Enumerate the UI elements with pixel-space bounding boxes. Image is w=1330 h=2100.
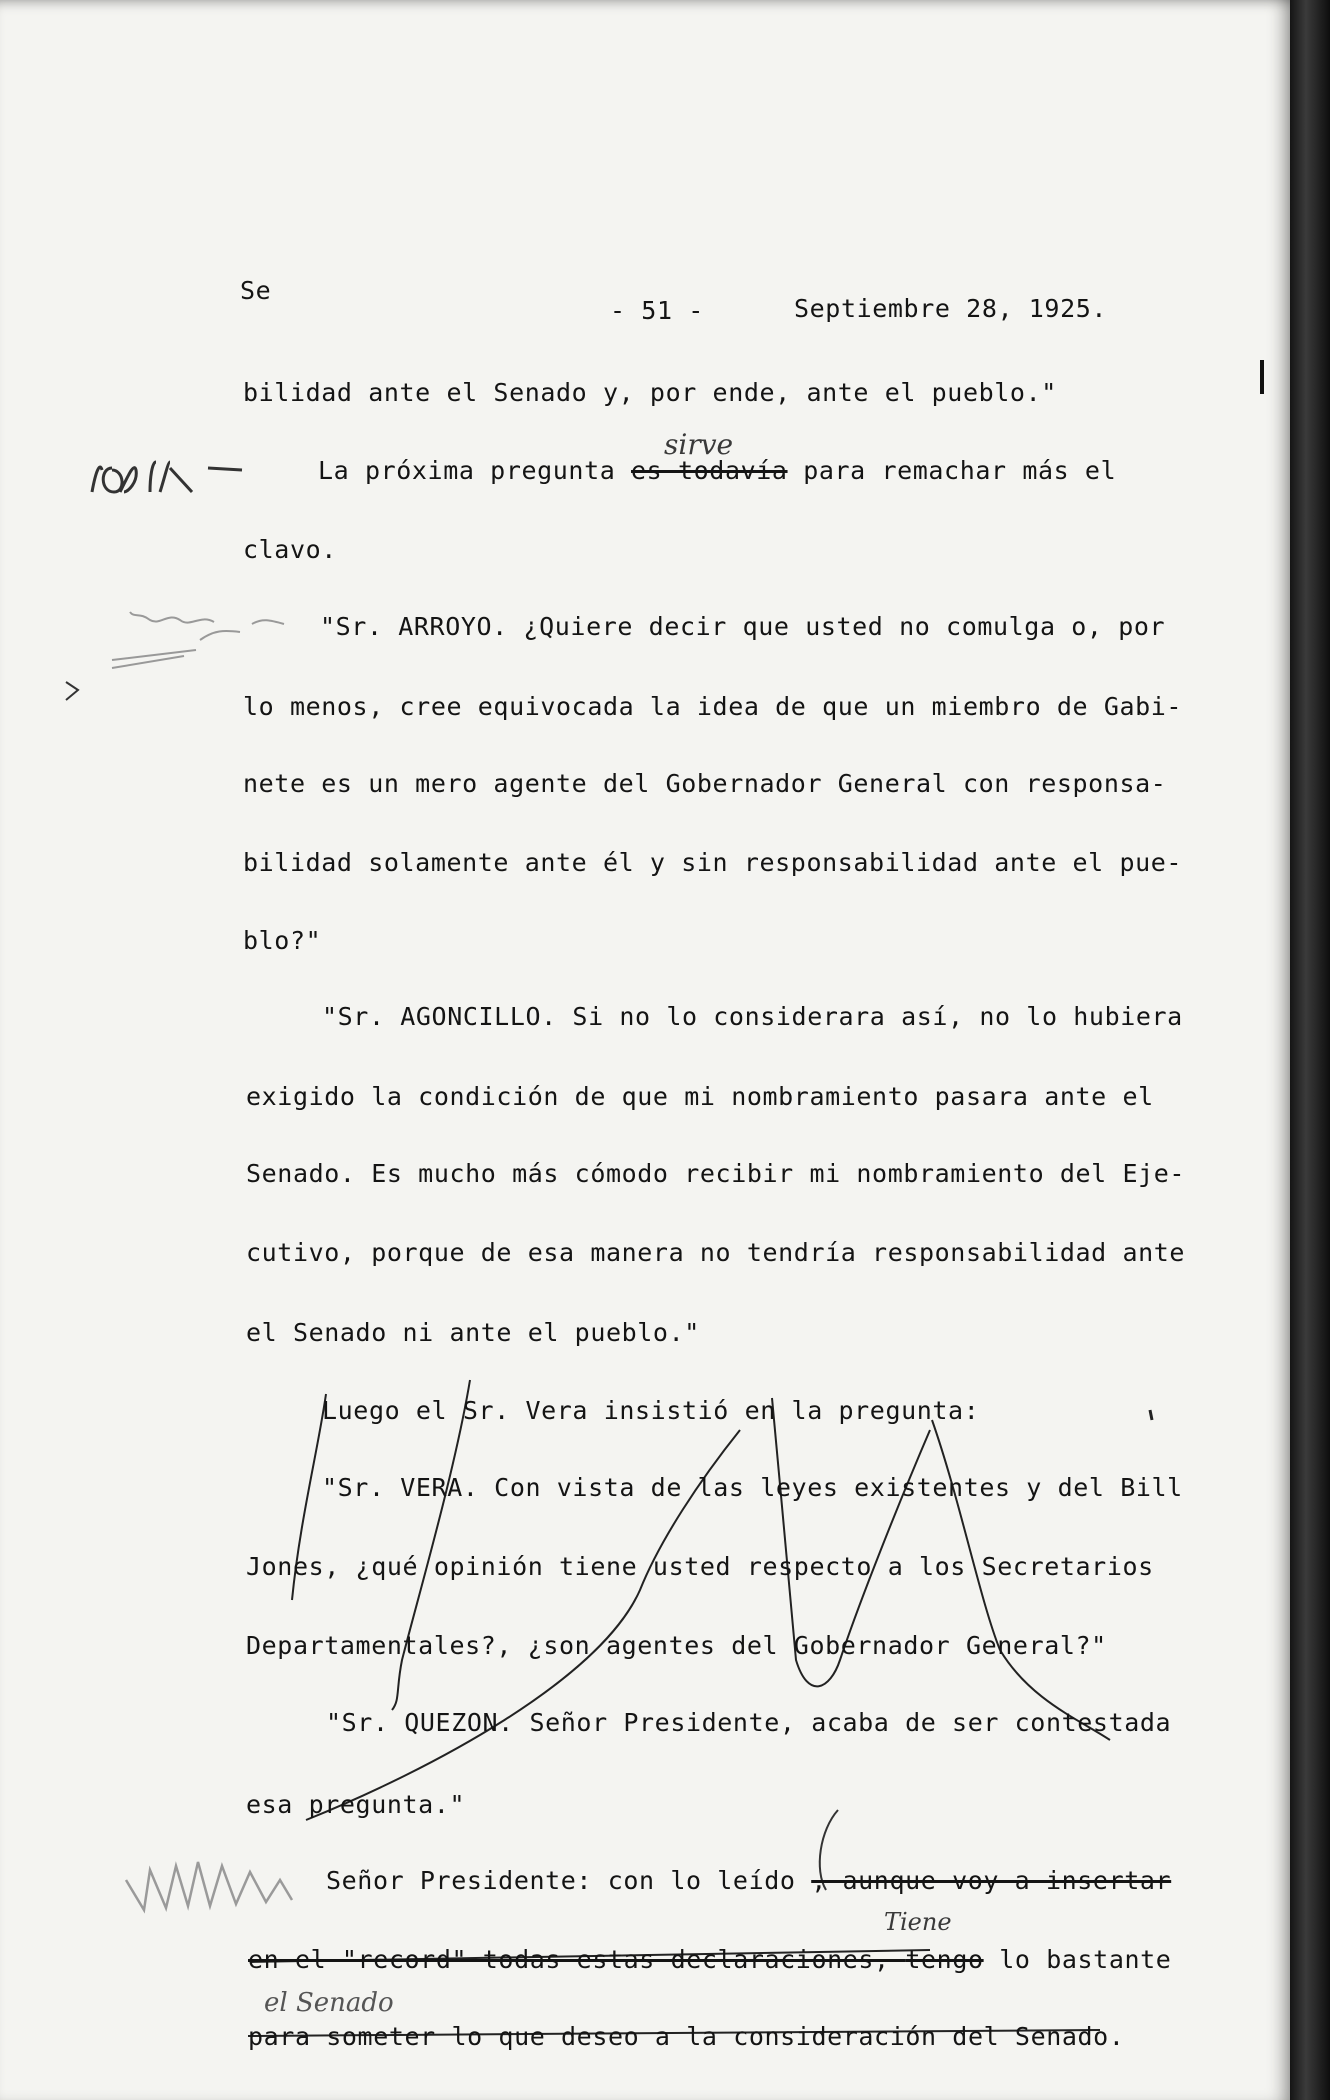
text-line: "Sr. QUEZON. Señor Presidente, acaba de ser contestada [326,1708,1172,1737]
text-segment: lo bastante [983,1945,1172,1974]
text-line: Senado. Es mucho más cómodo recibir mi nombramiento del Eje- [246,1159,1186,1188]
text-line: bilidad ante el Senado y, por ende, ante el pueblo." [243,378,1057,407]
text-segment: para remachar más el [787,456,1117,485]
text-line: esa pregunta." [246,1790,466,1819]
margin-scribble-3 [126,1862,292,1910]
text-line: "Sr. ARROYO. ¿Quiere decir que usted no comulga o, por [320,612,1166,641]
text-line: clavo. [243,535,337,564]
text-line: lo menos, cree equivocada la idea de que un miembro de Gabi- [243,692,1183,721]
margin-arrow [66,682,78,700]
text-segment: Señor Presidente: con lo leído [326,1866,812,1895]
handwritten-insertion-el-senado: el Senado [264,1988,394,2018]
text-line: "Sr. VERA. Con vista de las leyes existentes y del Bill [322,1473,1183,1502]
struck-text: , aunque voy a insertar [811,1866,1172,1895]
text-line: "Sr. AGONCILLO. Si no lo considerara así, no lo hubiera [322,1002,1183,1031]
margin-scribble-1 [92,462,242,492]
text-line: Jones, ¿qué opinión tiene usted respecto a los Secretarios [246,1552,1154,1581]
text-line [318,456,1116,486]
text-line: blo?" [243,926,322,955]
page-date: Septiembre 28, 1925. [794,294,1108,323]
text-line: el Senado ni ante el pueblo." [246,1318,700,1347]
text-line: Luego el Sr. Vera insistió en la pregunta: [322,1396,980,1425]
text-line: cutivo, porque de esa manera no tendría responsabilidad ante [246,1238,1186,1267]
struck-text: tengo [905,1945,984,1974]
struck-text: en el "record" todas estas declaraciones, [248,1945,906,1974]
text-line: nete es un mero agente del Gobernador General con responsa- [243,769,1167,798]
handwritten-insertion-tiene: Tiene [884,1908,952,1936]
text-segment: La próxima pregunta [318,456,632,485]
margin-scribble-2 [112,612,284,668]
text-line: exigido la condición de que mi nombramiento pasara ante el [246,1082,1154,1111]
page-number: - 51 - [610,296,704,325]
handwritten-insertion-sirve: sirve [664,428,734,461]
header-initials: Se [240,276,272,305]
annotation-stroke-6 [1150,1410,1152,1420]
text-line: bilidad solamente ante él y sin responsabilidad ante el pue- [243,848,1183,877]
text-line: Departamentales?, ¿son agentes del Gobernador General?" [246,1631,1107,1660]
struck-text: es todavía [631,456,788,485]
text-line: para someter lo que deseo a la consideración del Senado. [248,2022,1125,2051]
text-line [248,1945,1171,1975]
page-edge-shadow [1290,0,1330,2100]
text-line [326,1866,1171,1896]
